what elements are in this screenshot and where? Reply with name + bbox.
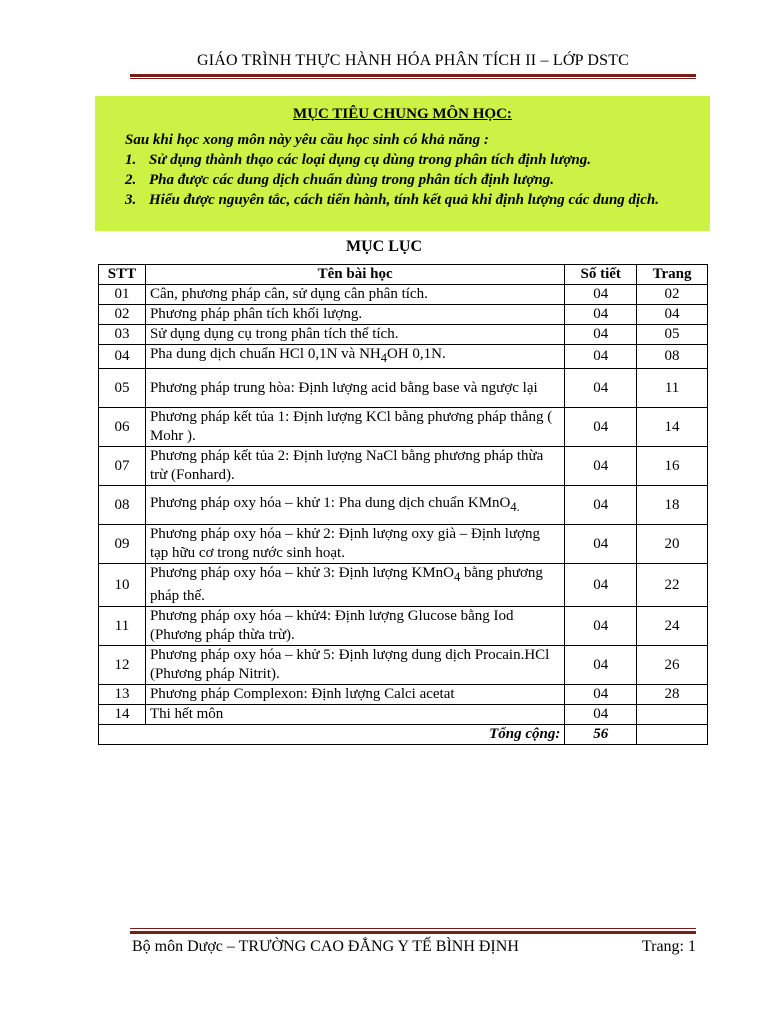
cell-stt: 12	[99, 646, 146, 685]
table-row	[99, 564, 708, 607]
cell-lesson-name: Phương pháp oxy hóa – khử 5: Định lượng dung dịch Procain.HCl (Phương pháp Nitrit).	[145, 646, 564, 685]
table-row	[99, 447, 708, 486]
cell-lesson-name	[145, 564, 564, 607]
table-row	[99, 305, 708, 325]
cell-periods: 04	[565, 345, 637, 369]
cell-stt: 08	[99, 486, 146, 525]
cell-page: 18	[637, 486, 708, 525]
cell-page: 05	[637, 325, 708, 345]
cell-periods: 04	[565, 285, 637, 305]
total-value: 56	[565, 725, 637, 745]
cell-stt: 09	[99, 525, 146, 564]
cell-lesson-name: Cân, phương pháp cân, sử dụng cân phân tích.	[145, 285, 564, 305]
header-rule-thick	[130, 74, 696, 77]
cell-periods: 04	[565, 486, 637, 525]
cell-stt: 06	[99, 408, 146, 447]
chemical-subscript: 4.	[510, 499, 520, 514]
cell-lesson-name: Phương pháp oxy hóa – khử 2: Định lượng oxy già – Định lượng tạp hữu cơ trong nước sinh hoạt.	[145, 525, 564, 564]
cell-stt: 01	[99, 285, 146, 305]
cell-lesson-name: Phương pháp oxy hóa – khử4: Định lượng Glucose bằng Iod (Phương pháp thừa trừ).	[145, 607, 564, 646]
total-row	[99, 725, 708, 745]
footer-page-number: Trang: 1	[641, 938, 696, 955]
course-goals-box	[95, 96, 710, 231]
table-row	[99, 525, 708, 564]
cell-periods: 04	[565, 525, 637, 564]
cell-periods: 04	[565, 325, 637, 345]
chemical-subscript: 4	[453, 570, 461, 584]
goal-number: 1.	[125, 152, 137, 168]
cell-page: 20	[637, 525, 708, 564]
cell-periods: 04	[565, 646, 637, 685]
header-rule-thin	[130, 78, 696, 79]
cell-stt: 04	[99, 345, 146, 369]
toc-title: MỤC LỤC	[346, 238, 422, 255]
chemical-subscript: 4	[380, 351, 388, 365]
toc-table	[98, 264, 708, 745]
cell-periods: 04	[565, 564, 637, 607]
lesson-name-part: OH 0,1N.	[387, 346, 446, 362]
goal-number: 3.	[125, 192, 137, 208]
cell-periods: 04	[565, 705, 637, 725]
table-row	[99, 408, 708, 447]
table-row	[99, 486, 708, 525]
cell-lesson-name: Thi hết môn	[145, 705, 564, 725]
col-header-page: Trang	[637, 265, 708, 285]
cell-lesson-name	[145, 345, 564, 369]
page-header-title: GIÁO TRÌNH THỰC HÀNH HÓA PHÂN TÍCH II – LỚP DSTC	[196, 52, 630, 69]
cell-periods: 04	[565, 447, 637, 486]
col-header-periods: Số tiết	[565, 265, 637, 285]
col-header-lesson-name: Tên bài học	[145, 265, 564, 285]
cell-stt: 10	[99, 564, 146, 607]
cell-periods: 04	[565, 369, 637, 408]
cell-page: 14	[637, 408, 708, 447]
cell-lesson-name	[145, 486, 564, 525]
cell-page: 02	[637, 285, 708, 305]
cell-stt: 13	[99, 685, 146, 705]
cell-page: 28	[637, 685, 708, 705]
table-row	[99, 607, 708, 646]
lesson-name-part: Phương pháp oxy hóa – khử 3: Định lượng KMnO	[149, 565, 454, 581]
table-row	[99, 369, 708, 408]
course-goals-intro: Sau khi học xong môn này yêu cầu học sinh có khả năng :	[125, 132, 489, 148]
cell-page: 26	[637, 646, 708, 685]
course-goal-item	[125, 170, 696, 190]
course-goal-item	[125, 190, 696, 210]
table-row	[99, 685, 708, 705]
table-row	[99, 345, 708, 369]
table-row	[99, 325, 708, 345]
goal-number: 2.	[125, 172, 137, 188]
goal-text: Pha được các dung dịch chuẩn dùng trong phân tích định lượng.	[149, 172, 554, 188]
cell-periods: 04	[565, 305, 637, 325]
cell-page: 08	[637, 345, 708, 369]
total-label: Tổng cộng:	[99, 725, 565, 745]
cell-periods: 04	[565, 408, 637, 447]
cell-page: 22	[637, 564, 708, 607]
cell-page: 11	[637, 369, 708, 408]
goal-text: Sử dụng thành thạo các loại dụng cụ dùng trong phân tích định lượng.	[149, 152, 592, 168]
cell-lesson-name: Phương pháp Complexon: Định lượng Calci acetat	[145, 685, 564, 705]
footer-department: Bộ môn Dược – TRƯỜNG CAO ĐẲNG Y TẾ BÌNH ĐỊNH	[132, 938, 519, 955]
lesson-name-part: bằng phương pháp thế.	[149, 565, 543, 604]
cell-lesson-name: Phương pháp phân tích khối lượng.	[145, 305, 564, 325]
cell-stt: 03	[99, 325, 146, 345]
cell-page	[637, 725, 708, 745]
footer-rule-thin	[130, 928, 696, 929]
cell-stt: 11	[99, 607, 146, 646]
col-header-stt: STT	[99, 265, 146, 285]
lesson-name-part: Phương pháp oxy hóa – khử 1: Pha dung dịch chuẩn KMnO	[149, 494, 511, 511]
cell-lesson-name: Sử dụng dụng cụ trong phân tích thể tích.	[145, 325, 564, 345]
cell-stt: 14	[99, 705, 146, 725]
cell-stt: 02	[99, 305, 146, 325]
cell-stt: 07	[99, 447, 146, 486]
cell-lesson-name: Phương pháp trung hòa: Định lượng acid bằng base và ngược lại	[145, 369, 564, 408]
cell-lesson-name: Phương pháp kết tủa 1: Định lượng KCl bằng phương pháp thẳng ( Mohr ).	[145, 408, 564, 447]
cell-page: 24	[637, 607, 708, 646]
course-goals-title: MỤC TIÊU CHUNG MÔN HỌC:	[293, 106, 512, 122]
cell-periods: 04	[565, 607, 637, 646]
cell-page: 04	[637, 305, 708, 325]
course-goal-item	[125, 150, 696, 170]
footer-rule-thick	[130, 931, 696, 934]
table-row	[99, 285, 708, 305]
table-row	[99, 646, 708, 685]
table-row	[99, 705, 708, 725]
cell-lesson-name: Phương pháp kết tủa 2: Định lượng NaCl bằng phương pháp thừa trừ (Fonhard).	[145, 447, 564, 486]
cell-page: 16	[637, 447, 708, 486]
cell-page	[637, 705, 708, 725]
cell-stt: 05	[99, 369, 146, 408]
goal-text: Hiểu được nguyên tắc, cách tiến hành, tính kết quả khi định lượng các dung dịch.	[149, 192, 659, 208]
lesson-name-part: Pha dung dịch chuẩn HCl 0,1N và NH	[149, 346, 381, 362]
cell-periods: 04	[565, 685, 637, 705]
toc-header-row	[99, 265, 708, 285]
